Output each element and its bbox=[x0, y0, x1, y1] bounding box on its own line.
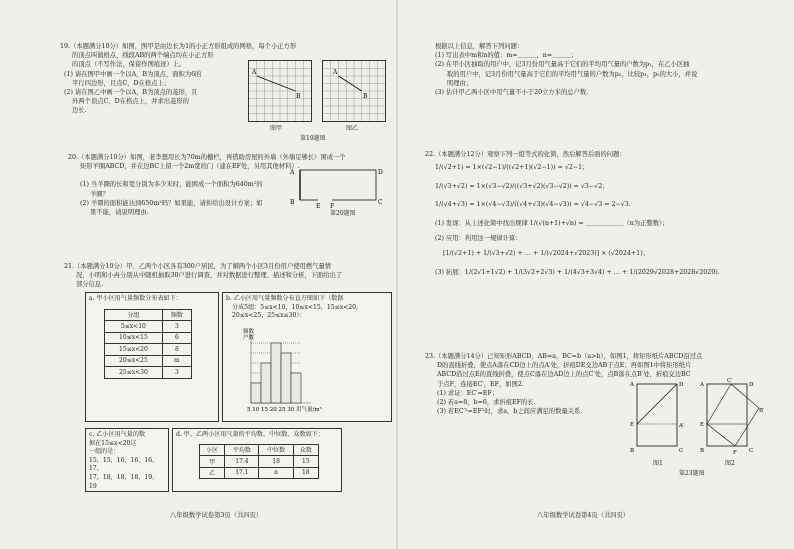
frequency-table bbox=[104, 309, 192, 379]
table-cell: 8 bbox=[162, 344, 191, 356]
table-header: 分组 bbox=[105, 309, 163, 321]
label-e: E bbox=[700, 422, 705, 428]
q19-line: 边长. bbox=[72, 107, 87, 115]
table-cell: 17.4 bbox=[225, 456, 259, 468]
box-c-line: 17，18，18，18，19，19 bbox=[89, 473, 159, 490]
q21-line: 21.（本题满分10分）甲、乙两个小区各有300户居民，为了解两个小区3月份用户使用燃气量情 bbox=[64, 263, 332, 270]
table-row bbox=[105, 344, 192, 356]
table-cell: m bbox=[162, 355, 191, 367]
grid-figure-jia bbox=[248, 60, 312, 122]
gate-gap bbox=[318, 198, 332, 202]
figure-23-2 bbox=[697, 378, 769, 456]
label-a: A bbox=[630, 382, 634, 388]
label-d: D bbox=[378, 169, 383, 176]
histogram-ylabel-unit: 户数 bbox=[243, 335, 255, 341]
q19-line: 的顶点（不写作法，保留作图痕迹）上。 bbox=[72, 61, 186, 69]
label-b: B bbox=[700, 448, 705, 454]
label-a-prime: A′ bbox=[679, 423, 685, 429]
table-cell: 25≤x<30 bbox=[105, 367, 163, 379]
label-b-prime: B′ bbox=[759, 408, 765, 414]
table-row bbox=[200, 456, 319, 468]
q22-line: (2) 应用：利用这一规律计算： bbox=[435, 235, 522, 243]
histogram-bar bbox=[251, 383, 261, 403]
fold-ef bbox=[707, 424, 735, 446]
q19-line: (1) 请在图甲中画一个以A，B为顶点，面积为6的 bbox=[64, 70, 202, 78]
table-header-row bbox=[105, 309, 192, 321]
q19-line: 的顶点叫做格点，线段AB的两个端点均在小正方形 bbox=[72, 52, 214, 60]
q19-line: (2) 请在图乙中画一个以A，B为顶点的菱形，且 bbox=[64, 89, 198, 97]
q23-line: D的直线折叠，使点A落在CD边上的点A′处，折痕DE交边AB于点E；再如图1中将矩形纸片 bbox=[437, 362, 692, 370]
table-cell: 17.1 bbox=[225, 467, 259, 479]
box-b-line: 20≤x<25，25≤x≤30）： bbox=[232, 312, 306, 320]
q22-line: 1/(√4+√3) = 1×(√4−√3)/((√4+√3)(√4−√3)) = √4−√3 = 2−√3. bbox=[435, 201, 631, 209]
table-cell: 乙 bbox=[200, 467, 225, 479]
box-a-frequency-table bbox=[85, 292, 219, 422]
q21c-line: 取的用户中，记3月份用气量高于它们的平均用气量的户数为p₂，比较p₁，p₂的大小，并说 bbox=[447, 70, 698, 78]
q23-line: 23.（本题满分14分）已知矩形ABCD，AB=a，BC=b（a>b），如图1，将矩形纸片ABCD沿过点 bbox=[425, 353, 703, 360]
table-header: 平均数 bbox=[225, 444, 259, 456]
box-b-line: 分成5组：5≤x<10，10≤x<15，15≤x<20， bbox=[232, 303, 363, 311]
q23-line: ABCD沿过点E的直线折叠，使点C落在边AD边上的点C′处，点B落在点B′处，折痕交边BC bbox=[437, 371, 691, 379]
label-b: B bbox=[363, 93, 368, 100]
q21c-line: (1) 写出表中m和n的值：m=＿＿＿，n=＿＿＿； bbox=[435, 52, 578, 60]
table-cell: 6 bbox=[162, 332, 191, 344]
caption-fig23-1: 图1 bbox=[653, 460, 663, 467]
caption-jia: 图甲 bbox=[270, 125, 283, 132]
exam-page-right bbox=[397, 0, 794, 549]
q21c-line: (3) 估计甲乙两小区中用气量不小于20立方米的总户数. bbox=[435, 89, 589, 97]
box-b-histogram bbox=[222, 292, 392, 422]
q21c-line: (2) 在甲小区抽取的用户中，记3月份用气量高于它们的平均用气量的户数为p₁，在乙小区抽 bbox=[435, 61, 690, 69]
label-a: A bbox=[700, 382, 704, 388]
q22-line: 1/(√2+1) = 1×(√2−1)/((√2+1)(√2−1)) = √2−1； bbox=[435, 164, 589, 172]
histogram-bar bbox=[271, 343, 281, 403]
histogram-ylabel: 频数 bbox=[243, 329, 255, 335]
box-d-title: d. 甲、乙两小区用气量的平均数、中位数、众数如下： bbox=[176, 431, 324, 438]
table-cell: 3 bbox=[162, 321, 191, 333]
table-header-row bbox=[200, 444, 319, 456]
box-c-data-list bbox=[85, 428, 169, 492]
box-d-statistics bbox=[172, 428, 342, 492]
q19-line: 平行四边形，且点C，D在格点上； bbox=[72, 79, 171, 87]
page-footer-left: 八年级数学试卷第3页（共四页） bbox=[170, 512, 263, 519]
table-cell: 20≤x<25 bbox=[105, 355, 163, 367]
q20-line: 矩形羊圈ABCD，并在边BC上留一个2m宽的门（建在EF处，另用其他材料）. bbox=[80, 163, 300, 171]
label-b: B bbox=[630, 448, 635, 454]
table-cell: 15 bbox=[293, 456, 318, 468]
q23-line: (1) 求证：EC′=EF； bbox=[437, 389, 499, 397]
q19-line: 外两个顶点C，D在格点上，并求出菱形的 bbox=[72, 98, 189, 106]
histogram-bar bbox=[291, 373, 301, 403]
box-c-text bbox=[86, 429, 168, 493]
q21c-line: 根据以上信息，解答下列问题： bbox=[435, 43, 524, 50]
q20-line: (1) 当羊圈的长和宽分别为多少米时，能围成一个面积为640m²的 bbox=[80, 181, 263, 189]
q23-line: (2) 若a=8，b=6，求折痕EF的长. bbox=[437, 399, 536, 407]
label-e: E bbox=[630, 422, 635, 428]
q23-line: (3) 若EC′²=EF²时，求a，b之间应满足的数量关系. bbox=[437, 408, 583, 416]
table-cell: n bbox=[259, 467, 293, 479]
label-d: D bbox=[679, 382, 684, 388]
line-ec bbox=[707, 384, 731, 424]
table-header: 小区 bbox=[200, 444, 225, 456]
pen-rect bbox=[300, 170, 376, 200]
q20-line: 果不能，请说明理由. bbox=[90, 209, 149, 217]
table-row bbox=[105, 367, 192, 379]
label-c: C bbox=[749, 448, 754, 454]
table-row bbox=[105, 355, 192, 367]
box-c-line: 据在15≤x<20这 bbox=[89, 439, 137, 447]
label-c-prime: C′ bbox=[727, 378, 733, 384]
box-c-line: 15，15，16，16，16，17， bbox=[89, 456, 159, 473]
fold-de bbox=[637, 384, 677, 424]
q20-line: 羊圈？ bbox=[90, 190, 109, 198]
table-header: 众数 bbox=[293, 444, 318, 456]
grid-jia-svg bbox=[249, 61, 311, 121]
label-c: C bbox=[378, 199, 383, 206]
question-21-continued bbox=[435, 42, 785, 97]
q21-line: 部分信息. bbox=[76, 281, 104, 289]
caption-fig20: 第20题图 bbox=[330, 210, 356, 217]
q22-line: [1/(√2+1) + 1/(√3+√2) + … + 1/(√2024+√2023)] × (√2024+1)； bbox=[443, 250, 649, 258]
q21c-line: 明理由； bbox=[447, 79, 473, 87]
table-cell: 18 bbox=[259, 456, 293, 468]
histogram-bar bbox=[281, 353, 291, 403]
statistics-table bbox=[199, 444, 319, 480]
box-b-text bbox=[223, 293, 391, 323]
box-c-line: c. 乙小区用气量的数 bbox=[89, 431, 146, 438]
q23-line: 于点F，连接EC′，EF，如图2. bbox=[437, 380, 524, 388]
caption-fig19: 第19题图 bbox=[300, 135, 326, 142]
table-cell: 18 bbox=[293, 467, 318, 479]
table-cell: 3 bbox=[162, 367, 191, 379]
rect-abcd bbox=[637, 384, 677, 446]
q21-line: 况，小明和小冉分别从中随机抽取30户进行调查，并对数据进行整理、描述和分析，下面给出了 bbox=[76, 272, 343, 280]
q19-line: 19.（本题满分10分）如图，图甲是由边长为1的小正方形组成的网格，每个小正方形 bbox=[60, 43, 297, 50]
caption-yi: 图乙 bbox=[346, 125, 359, 132]
box-a-title: a. 甲小区用气量频数分布表如下： bbox=[89, 295, 182, 302]
label-f: F bbox=[330, 203, 335, 210]
box-b-line: b. 乙小区用气量频数分布直方图如下（数据 bbox=[226, 295, 344, 302]
table-row bbox=[200, 467, 319, 479]
grid-yi-svg bbox=[323, 61, 385, 121]
histogram-xlabel: 5 10 15 20 25 30 用气量/m³ bbox=[247, 407, 322, 413]
histogram-bar bbox=[261, 363, 271, 403]
page-footer-right: 八年级数学试卷第4页（共四页） bbox=[537, 512, 630, 519]
table-row bbox=[105, 321, 192, 333]
question-21 bbox=[64, 262, 394, 290]
figure-23-1 bbox=[629, 378, 689, 456]
q22-line: (1) 发现：从上述化简中找出规律 1/(√(n+1)+√n) = ＿＿＿＿＿＿（n为正整数）； bbox=[435, 219, 669, 227]
caption-fig23-2: 图2 bbox=[725, 460, 735, 467]
box-c-line: 一组的是： bbox=[89, 448, 120, 456]
question-22 bbox=[425, 150, 785, 282]
table-row bbox=[105, 332, 192, 344]
table-cell: 10≤x<15 bbox=[105, 332, 163, 344]
q22-line: 1/(√3+√2) = 1×(√3−√2)/((√3+√2)(√3−√2)) = √3−√2； bbox=[435, 182, 609, 190]
histogram-svg bbox=[231, 327, 371, 415]
grid-figure-yi bbox=[322, 60, 386, 122]
label-e: E bbox=[316, 203, 321, 210]
q20-line: 20.（本题满分10分）如图，老李想用长为70m的栅栏，再借助房屋的外墙（外墙足够长）围成一个 bbox=[68, 154, 346, 161]
label-c: C bbox=[679, 448, 684, 454]
label-f: F bbox=[733, 450, 737, 456]
q22-line: (3) 拓展：1/(2√1+1√2) + 1/(3√2+2√3) + 1/(4√3+3√4) + … + 1/(2029√2028+2028√2029). bbox=[435, 268, 720, 276]
label-d: D bbox=[749, 382, 754, 388]
label-b: B bbox=[296, 93, 301, 100]
table-cell: 5≤x<10 bbox=[105, 321, 163, 333]
folded-flap bbox=[731, 384, 759, 446]
table-cell: 甲 bbox=[200, 456, 225, 468]
table-cell: 15≤x<20 bbox=[105, 344, 163, 356]
table-header: 中位数 bbox=[259, 444, 293, 456]
label-a: A bbox=[290, 169, 295, 176]
label-a: A bbox=[252, 69, 257, 76]
label-b: B bbox=[290, 199, 295, 206]
q20-line: (2) 羊圈的面积能达到650m²吗？如果能，请你给出设计方案；如 bbox=[80, 199, 263, 207]
label-a: A bbox=[333, 69, 338, 76]
q22-line: 22.（本题满分12分）观察下列一组等式的化简，然后解答后面的问题： bbox=[425, 151, 626, 158]
caption-fig23: 第23题图 bbox=[679, 470, 705, 477]
table-header: 频数 bbox=[162, 309, 191, 321]
